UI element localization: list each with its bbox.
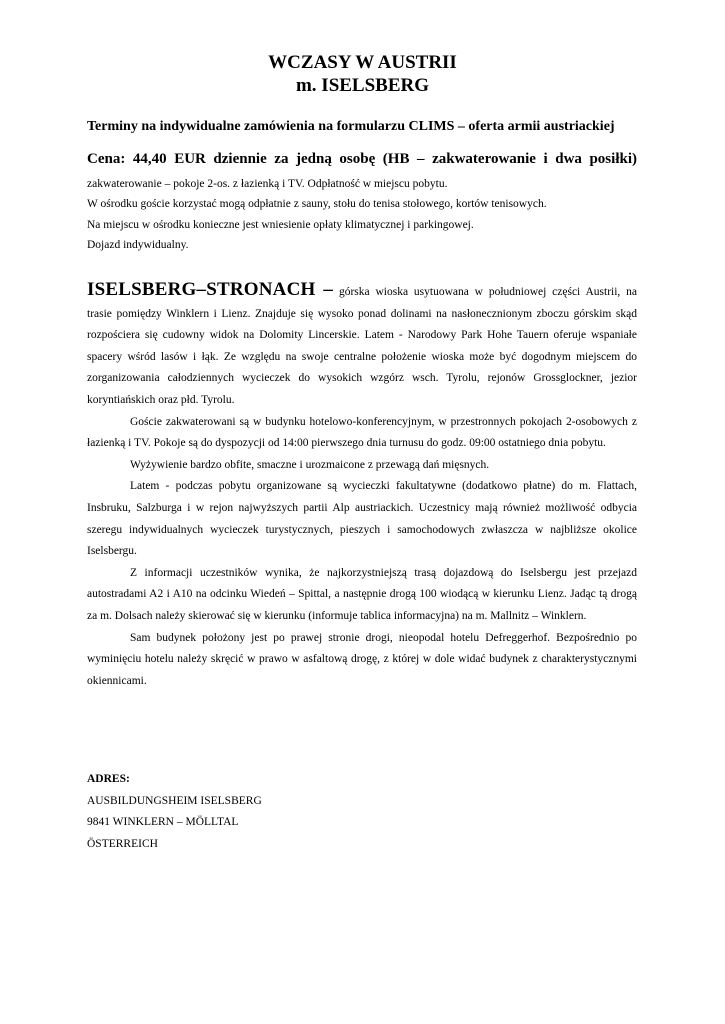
address-heading: ADRES: <box>87 773 130 785</box>
offer-subtitle: Terminy na indywidualne zamówienia na formularzu CLIMS – oferta armii austriackiej <box>87 119 615 134</box>
document-subtitle-location: m. ISELSBERG <box>295 75 430 96</box>
description-lead-paragraph <box>87 279 637 412</box>
info-line-fees: Na miejscu w ośrodku konieczne jest wniesienie opłaty klimatycznej i parkingowej. <box>87 219 474 231</box>
address-block <box>87 769 262 855</box>
paragraph-accommodation: Goście zakwaterowani są w budynku hotelowo-konferencyjnym, w przestronnych pokojach 2-osobowych z łazienką i TV. Pokoje są do dyspozycji od 14:00 pierwszego dnia turnusu do godz. 09:00 ostatniego dnia pobytu. <box>87 415 637 450</box>
paragraph-building-location: Sam budynek położony jest po prawej stronie drogi, nieopodal hotelu Defreggerhof. Bezpośrednio po wyminięciu hotelu należy skręcić w prawo w asfaltową drogę, z której w dole widać budynek z charakterystycznymi okiennicami. <box>87 631 637 687</box>
description-lead-heading: ISELSBERG–STRONACH – <box>87 279 334 300</box>
info-line-transport: Dojazd indywidualny. <box>87 239 189 251</box>
description-section <box>87 279 637 692</box>
description-lead-text: górska wioska usytuowana w południowej części Austrii, na trasie pomiędzy Winklern i Lienz. Znajduje się wysoko ponad dolinami na nasłonecznionym zboczu górskim skąd rozpościera się cudowny widok na Dolomity Lincerskie. Latem - Narodowy Park Hohe Tauern oferuje wspaniałe spacery wśród lasów i łąk. Ze względu na swoje centralne położenie wioska może być dogodnym miejscem do zorganizowania całodziennych wycieczek do wysokich wzgórz wsch. Tyrolu, rejonów Grossglockner, jezior koryntiańskich oraz płd. Tyrolu. <box>87 286 637 406</box>
address-line-country: ÖSTERREICH <box>87 837 158 850</box>
paragraph-directions: Z informacji uczestników wynika, że najkorzystniejszą trasą dojazdową do Iselsbergu jest przejazd autostradami A2 i A10 na odcinku Wiedeń – Spittal, a następnie drogą 100 wiodącą w kierunku Lienz. Jadąc tą drogą za m. Dolsach należy skierować się w kierunku (informuje tablica informacyjna) na m. Mallnitz – Winklern. <box>87 566 637 622</box>
info-line-accommodation: zakwaterowanie – pokoje 2-os. z łazienką i TV. Odpłatność w miejscu pobytu. <box>87 178 448 190</box>
address-line-name: AUSBILDUNGSHEIM ISELSBERG <box>87 794 262 807</box>
paragraph-excursions: Latem - podczas pobytu organizowane są wycieczki fakultatywne (dodatkowo płatne) do m. Flattach, Insbruku, Salzburga i w rejon najwyższych partii Alp austriackich. Uczestnicy mają również możliwość odbycia szeregu indywidualnych wycieczek turystycznych, pieszych i samochodowych zwłaszcza w najbliższe okolice Iselsbergu. <box>87 480 637 558</box>
paragraph-meals: Wyżywienie bardzo obfite, smaczne i urozmaicone z przewagą dań mięsnych. <box>130 458 490 471</box>
address-line-city: 9841 WINKLERN – MÖLLTAL <box>87 816 239 828</box>
price-line: Cena: 44,40 EUR dziennie za jedną osobę (HB – zakwaterowanie i dwa posiłki) <box>87 151 637 167</box>
document-title: WCZASY W AUSTRII <box>268 52 457 73</box>
info-line-facilities: W ośrodku goście korzystać mogą odpłatnie z sauny, stołu do tenisa stołowego, kortów tenisowych. <box>87 198 547 210</box>
